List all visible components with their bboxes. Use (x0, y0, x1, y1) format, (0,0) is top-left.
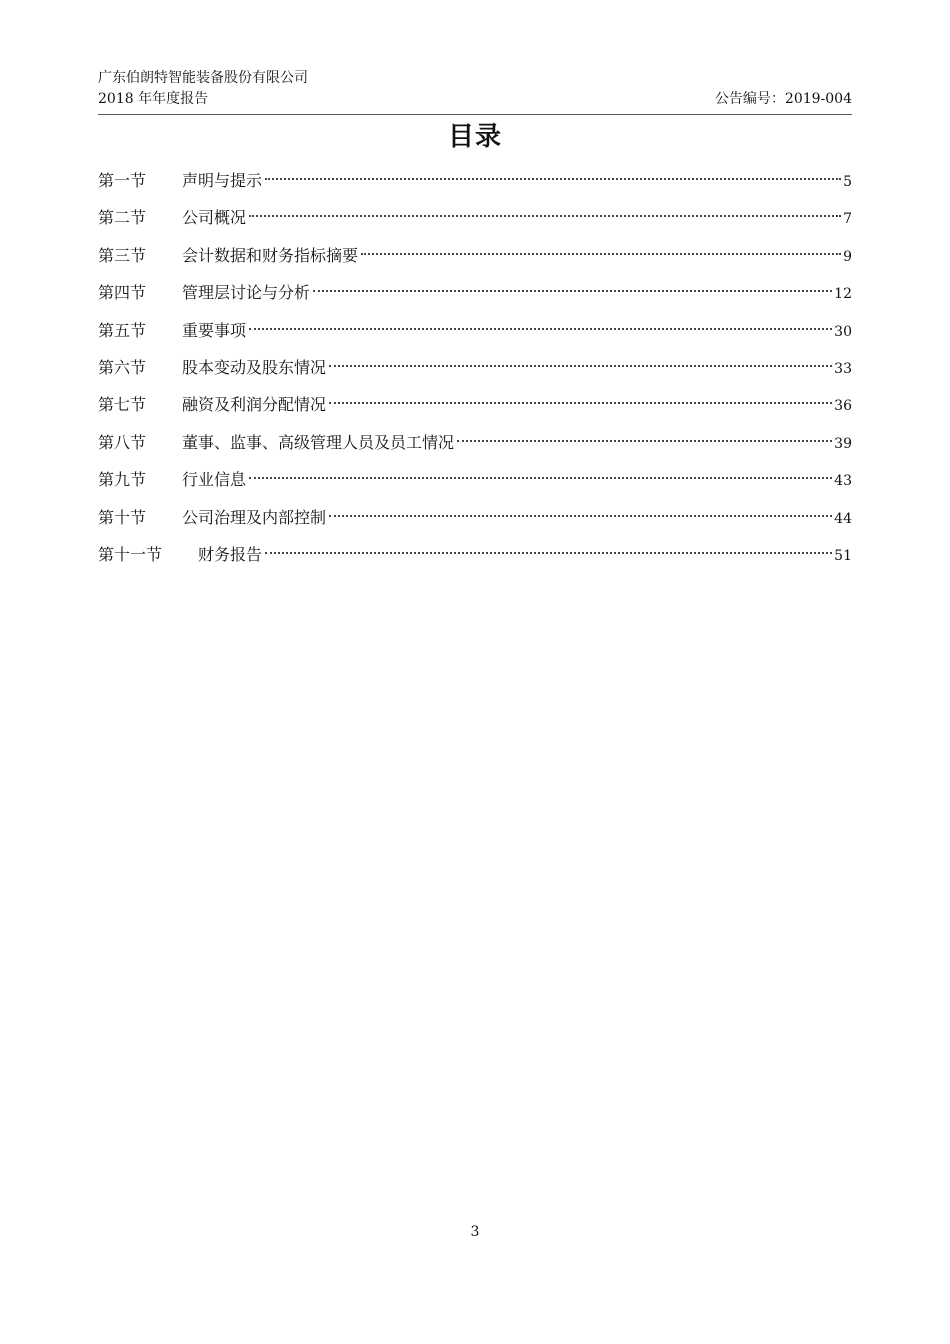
toc-leader-dots (313, 289, 832, 292)
toc-section-number: 第六节 (98, 357, 147, 377)
toc-entry-1[interactable] (98, 165, 852, 202)
toc-section-name: 声明与提示 (182, 171, 263, 190)
toc-section-number: 第五节 (98, 320, 147, 340)
toc-page-number: 44 (834, 510, 852, 527)
toc-section-name: 会计数据和财务指标摘要 (182, 245, 359, 265)
report-title: 2018 年年度报告 (98, 91, 209, 107)
toc-page-number: 7 (843, 211, 852, 228)
toc-page-number: 33 (834, 360, 852, 377)
toc-page-number: 36 (834, 398, 852, 415)
toc-page-number: 43 (834, 473, 852, 490)
toc-section-number: 第九节 (98, 470, 147, 490)
toc-leader-dots (361, 252, 841, 255)
toc-leader-dots (249, 214, 841, 217)
header-row (98, 89, 852, 110)
toc-entry-6[interactable] (98, 352, 852, 389)
toc-entry-10[interactable] (98, 502, 852, 539)
toc-entry-5[interactable] (98, 315, 852, 352)
toc-section-number: 第二节 (98, 208, 147, 228)
toc-leader-dots (265, 551, 832, 554)
toc-entry-8[interactable] (98, 427, 852, 464)
page-header (98, 68, 852, 110)
toc-section-number: 第十节 (98, 507, 147, 527)
toc-leader-dots (249, 476, 832, 479)
toc-leader-dots (249, 327, 832, 330)
toc-page-number: 5 (843, 174, 852, 190)
header-divider (98, 114, 852, 115)
toc-section-name: 股本变动及股东情况 (182, 357, 327, 377)
toc-section-number: 第十一节 (98, 544, 163, 564)
toc-section-name: 公司概况 (182, 208, 247, 228)
toc-section-name: 融资及利润分配情况 (182, 395, 327, 415)
toc-page-number: 9 (843, 248, 852, 265)
toc-entry-9[interactable] (98, 464, 852, 501)
toc-section-name: 管理层讨论与分析 (182, 283, 311, 303)
toc-section-number: 第一节 (98, 171, 147, 190)
toc-section-number: 第七节 (98, 395, 147, 415)
toc-section-name: 财务报告 (198, 544, 263, 564)
toc-page-number: 39 (834, 435, 852, 452)
toc-title: 目录 (447, 122, 502, 152)
toc-section-number: 第三节 (98, 245, 147, 265)
toc-entry-2[interactable] (98, 202, 852, 239)
toc-page-number: 30 (834, 323, 852, 340)
toc-leader-dots (329, 401, 832, 404)
table-of-contents (98, 165, 852, 576)
toc-section-name: 重要事项 (182, 320, 247, 340)
toc-section-number: 第四节 (98, 283, 147, 303)
toc-page-number: 51 (834, 547, 852, 564)
toc-leader-dots (329, 364, 832, 367)
toc-leader-dots (265, 177, 841, 180)
toc-section-name: 公司治理及内部控制 (182, 507, 327, 527)
page-number: 3 (470, 1224, 480, 1240)
toc-leader-dots (457, 439, 832, 442)
toc-entry-4[interactable] (98, 277, 852, 314)
toc-entry-11[interactable] (98, 539, 852, 576)
toc-section-name: 行业信息 (182, 470, 247, 490)
toc-leader-dots (329, 514, 832, 517)
toc-entry-7[interactable] (98, 389, 852, 426)
toc-section-name: 董事、监事、高级管理人员及员工情况 (182, 432, 455, 452)
announcement-number: 公告编号：2019-004 (714, 91, 852, 107)
company-name: 广东伯朗特智能装备股份有限公司 (98, 70, 308, 86)
toc-page-number: 12 (834, 286, 852, 303)
toc-entry-3[interactable] (98, 240, 852, 277)
toc-section-number: 第八节 (98, 432, 147, 452)
